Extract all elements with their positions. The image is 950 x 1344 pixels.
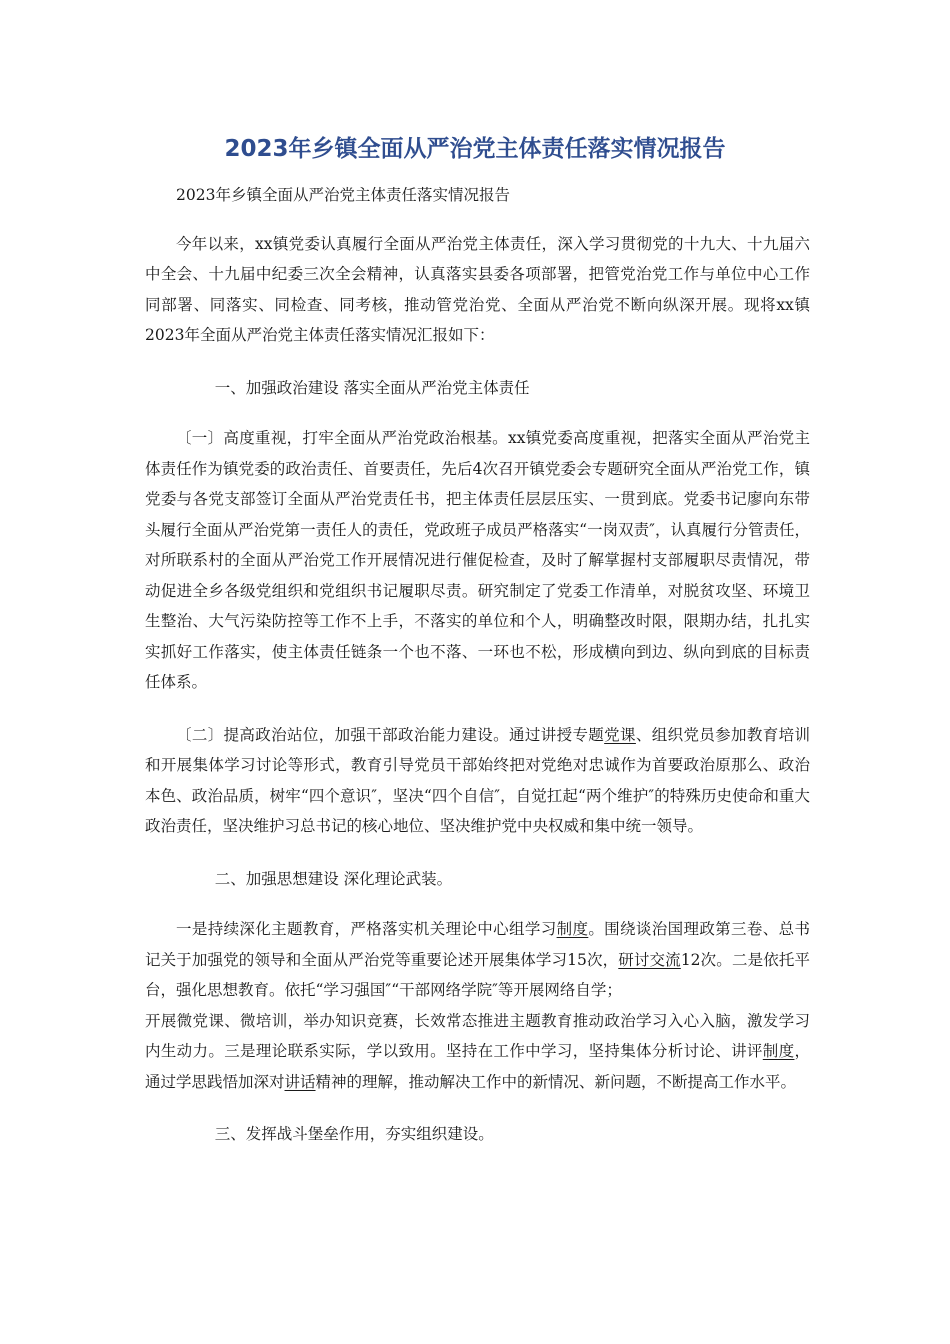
text-run: 开展微党课、微培训，举办知识竞赛，长效常态推进主题教育推动政治学习入心入脑，激发学习内生动力。三是理论联系实际，学以致用。坚持在工作中学习，坚持集体分析讨论、讲评 [145, 1011, 810, 1060]
section-2-paragraph-1 [145, 914, 810, 1006]
document-title: 2023年乡镇全面从严治党主体责任落实情况报告 [224, 136, 726, 162]
section-1-paragraph-1: 〔一〕高度重视，打牢全面从严治党政治根基。xx镇党委高度重视，把落实全面从严治党主体责任作为镇党委的政治责任、首要责任，先后4次召开镇党委会专题研究全面从严治党工作，镇党委与各党支部签订全面从严治党责任书，把主体责任层层压实、一贯到底。党委书记廖向东带头履行全面从严治党第一责任人的责任，党政班子成员严格落实“一岗双责″，认真履行分管责任，对所联系村的全面从严治党工作开展情况进行催促检查，及时了解掌握村支部履职尽责情况，带动促进全乡各级党组织和党组织书记履职尽责。研究制定了党委工作清单，对脱贫攻坚、环境卫生整治、大气污染防控等工作不上手，不落实的单位和个人，明确整改时限，限期办结，扎扎实实抓好工作落实，使主体责任链条一个也不落、一环也不松，形成横向到边、纵向到底的目标责任体系。 [145, 429, 810, 691]
underlined-term[interactable]: 党课 [604, 725, 636, 744]
underlined-term[interactable]: 研讨交流 [618, 950, 681, 969]
underlined-term[interactable]: 制度 [556, 920, 589, 938]
section-1-paragraph-2 [145, 720, 810, 842]
section-2-heading: 二、加强思想建设 深化理论武装。 [214, 869, 453, 888]
underlined-term[interactable]: 讲话 [284, 1072, 316, 1091]
text-run: 12次。二是依托平台，强化思想教育。依托“学习强国″“干部网络学院″等开展网络自学； [145, 950, 810, 999]
section-3-heading: 三、发挥战斗堡垒作用，夯实组织建设。 [214, 1125, 494, 1143]
text-run: 〔二〕提高政治站位，加强干部政治能力建设。通过讲授专题 [176, 725, 605, 744]
section-2-paragraph-2 [145, 1006, 810, 1098]
underlined-term[interactable]: 制度 [762, 1042, 795, 1060]
text-run: 。围绕谈治国理政第三卷、总书记关于加强党的领导和全面从严治党等重要论述开展集体学习15次， [145, 920, 810, 969]
text-run: 精神的理解，推动解决工作中的新情况、新问题，不断提高工作水平。 [315, 1072, 797, 1091]
text-run: 、组织党员参加教育培训和开展集体学习讨论等形式，教育引导党员干部始终把对党绝对忠诚作为首要政治原那么、政治本色、政治品质，树牢“四个意识″，坚决“四个自信″，自觉扛起“两个维护″的特殊历史使命和重大政治责任，坚决维护习总书记的核心地位、坚决维护党中央权威和集中统一领导。 [145, 725, 810, 835]
subtitle-line: 2023年乡镇全面从严治党主体责任落实情况报告 [176, 186, 510, 204]
text-run: 一是持续深化主题教育，严格落实机关理论中心组学习 [176, 920, 557, 938]
intro-paragraph: 今年以来，xx镇党委认真履行全面从严治党主体责任，深入学习贯彻党的十九大、十九届六中全会、十九届中纪委三次全会精神，认真落实县委各项部署，把管党治党工作与单位中心工作同部署、同落实、同检查、同考核，推动管党治党、全面从严治党不断向纵深开展。现将xx镇2023年全面从严治党主体责任落实情况汇报如下： [145, 234, 810, 344]
document-body [145, 180, 810, 1170]
text-run: ，通过学思践悟加深对 [145, 1042, 810, 1091]
section-1-heading: 一、加强政治建设 落实全面从严治党主体责任 [214, 378, 530, 397]
